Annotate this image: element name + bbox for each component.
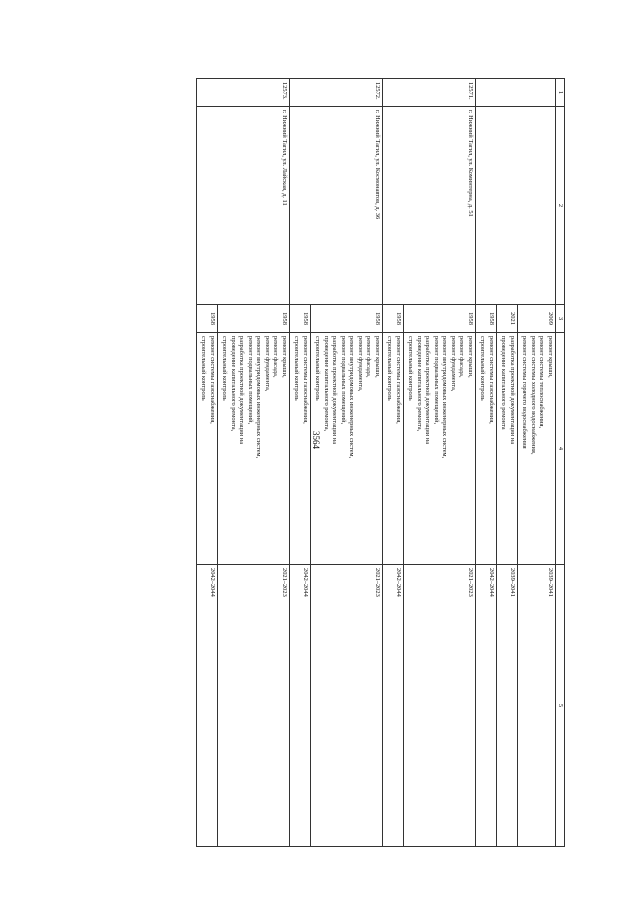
period-cell: 2039–2041 — [496, 565, 517, 847]
works-cell — [496, 333, 517, 565]
work-item: проведение капитального ремонта, — [229, 336, 237, 432]
address-cell — [475, 107, 555, 305]
work-item: ремонт подвальных помещений, — [339, 336, 347, 425]
work-item: ремонт крыши, — [466, 336, 474, 378]
period-cell: 2021–2023 — [217, 565, 289, 847]
work-item: ремонт системы холодного водоснабжения, — [529, 336, 537, 455]
work-item: ремонт внутридомовых инженерных систем, — [441, 336, 449, 459]
work-item: строительный контроль — [221, 336, 229, 401]
year-cell: 1958 — [196, 305, 217, 333]
period-cell: 2042–2044 — [196, 565, 217, 847]
year-cell: 1958 — [475, 305, 496, 333]
work-item: ремонт фасада, — [458, 336, 466, 378]
work-item: ремонт фундамента, — [449, 336, 457, 392]
year-cell: 1958 — [382, 305, 403, 333]
work-item: ремонт системы газоснабжения, — [208, 336, 216, 424]
work-item: строительный контроль — [479, 336, 487, 401]
table-body — [196, 79, 555, 847]
address-cell: г. Нижний Тагил, ул. Коминтерна, д. 51 — [382, 107, 475, 305]
work-item: строительный контроль — [407, 336, 415, 401]
work-item: ремонт крыши, — [280, 336, 288, 378]
row-number-cell: 12573. — [196, 79, 289, 107]
work-item: ремонт системы газоснабжения, — [487, 336, 495, 424]
year-cell: 1958 — [289, 305, 310, 333]
address-cell: г. Нижний Тагил, ул. Лайская, д. 11 — [196, 107, 289, 305]
work-item: ремонт системы горячего водоснабжения — [521, 336, 529, 449]
period-cell: 2021–2023 — [403, 565, 475, 847]
work-item: разработка проектной документации на — [508, 336, 516, 445]
repair-schedule-table — [196, 78, 565, 847]
year-cell: 1958 — [403, 305, 475, 333]
year-cell: 1958 — [310, 305, 382, 333]
work-item: проведение капитального ремонта, — [322, 336, 330, 432]
work-item: ремонт системы газоснабжения, — [394, 336, 402, 424]
work-item: строительный контроль — [314, 336, 322, 401]
table-row — [310, 79, 382, 847]
work-item: ремонт системы газоснабжения, — [301, 336, 309, 424]
work-item: ремонт крыши, — [546, 336, 554, 378]
work-item: ремонт подвальных помещений, — [246, 336, 254, 425]
work-item: разработка проектной документации на — [238, 336, 246, 445]
table-row — [217, 79, 289, 847]
work-item: ремонт подвальных помещений, — [432, 336, 440, 425]
table-header-row — [555, 79, 564, 847]
work-item: ремонт крыши, — [373, 336, 381, 378]
column-header-period: 5 — [555, 565, 564, 847]
work-item: разработка проектной документации на — [424, 336, 432, 445]
period-cell: 2042–2044 — [289, 565, 310, 847]
column-header-number: 1 — [555, 79, 564, 107]
row-number-cell — [475, 79, 555, 107]
column-header-works: 4 — [555, 333, 564, 565]
work-item: строительный контроль — [200, 336, 208, 401]
year-cell: 2009 — [517, 305, 555, 333]
work-item: разработка проектной документации на — [331, 336, 339, 445]
works-cell — [517, 333, 555, 565]
rotated-sheet — [79, 78, 565, 846]
works-cell — [217, 333, 289, 565]
row-number-cell: 12572. — [289, 79, 382, 107]
column-header-year: 3 — [555, 305, 564, 333]
work-item: проведение капитального ремонта — [500, 336, 508, 430]
period-cell: 2021–2023 — [310, 565, 382, 847]
address-cell: г. Нижний Тагил, ул. Космонавтов, д. 36 — [289, 107, 382, 305]
work-item: ремонт системы теплоснабжения, — [538, 336, 546, 429]
period-cell: 2039–2041 — [517, 565, 555, 847]
works-cell — [310, 333, 382, 565]
table-row — [517, 79, 555, 847]
year-cell: 2021 — [496, 305, 517, 333]
work-item: ремонт фасада, — [365, 336, 373, 378]
work-item: строительный контроль — [386, 336, 394, 401]
work-item: ремонт фундамента, — [356, 336, 364, 392]
table-row — [403, 79, 475, 847]
work-item: ремонт внутридомовых инженерных систем, — [255, 336, 263, 459]
works-cell — [196, 333, 217, 565]
page-number: 3564 — [311, 431, 321, 449]
row-number-cell: 12571. — [382, 79, 475, 107]
period-cell: 2042–2044 — [382, 565, 403, 847]
period-cell: 2042–2044 — [475, 565, 496, 847]
work-item: проведение капитального ремонта, — [415, 336, 423, 432]
works-cell — [382, 333, 403, 565]
works-cell — [289, 333, 310, 565]
year-cell: 1958 — [217, 305, 289, 333]
work-item: строительный контроль — [293, 336, 301, 401]
works-cell — [475, 333, 496, 565]
works-cell — [403, 333, 475, 565]
work-item: ремонт фундамента, — [263, 336, 271, 392]
column-header-address: 2 — [555, 107, 564, 305]
work-item: ремонт фасада, — [272, 336, 280, 378]
work-item: ремонт внутридомовых инженерных систем, — [348, 336, 356, 459]
